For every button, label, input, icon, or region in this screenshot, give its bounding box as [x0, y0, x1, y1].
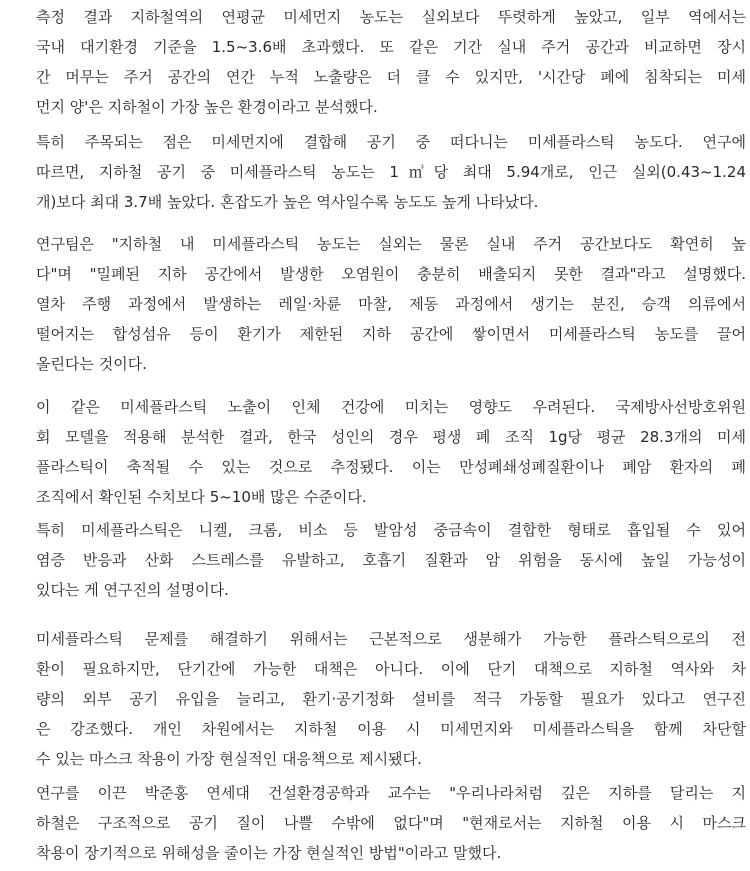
text-line: 따르면, 지하철 공기 중 미세플라스틱 농도는 1㎥당 최대 5.94개로, 인근 실외(0.43~1.24: [36, 163, 746, 181]
paragraph-4: [36, 392, 746, 512]
text-line: 연구팀은 "지하철 내 미세플라스틱 농도는 실외는 물론 실내 주거 공간보다도 확연히 높: [36, 235, 746, 253]
text-line: 착용이 장기적으로 위해성을 줄이는 가장 현실적인 방법"이라고 말했다.: [36, 844, 502, 862]
paragraph-5: [36, 515, 746, 605]
text-line: 조직에서 확인된 수치보다 5~10배 많은 수준이다.: [36, 488, 367, 506]
text-line: 염증 반응과 산화 스트레스를 유발하고, 호흡기 질환과 암 위험을 동시에 높일 가능성이: [36, 551, 746, 569]
text-line: 회 모델을 적용해 분석한 결과, 한국 성인의 경우 평생 폐 조직 1g당 평균 28.3개의 미세: [36, 428, 746, 446]
text-line: 특히 주목되는 점은 미세먼지에 결합해 공기 중 떠다니는 미세플라스틱 농도다. 연구에: [36, 133, 746, 151]
text-line: 량의 외부 공기 유입을 늘리고, 환기·공기정화 설비를 적극 가동할 필요가 있다고 연구진: [36, 690, 746, 708]
paragraph-2: [36, 127, 746, 217]
text-line: 플라스틱이 축적될 수 있는 것으로 추정됐다. 이는 만성폐쇄성폐질환이나 폐암 환자의 폐: [36, 458, 746, 476]
text-line: 열차 주행 과정에서 발생하는 레일·차륜 마찰, 제동 과정에서 생기는 분진, 승객 의류에서: [36, 295, 746, 313]
text-line: 특히 미세플라스틱은 니켈, 크롬, 비소 등 발암성 중금속이 결합한 형태로 흡입될 수 있어: [36, 521, 746, 539]
text-line: 연구를 이끈 박준홍 연세대 건설환경공학과 교수는 "우리나라처럼 깊은 지하를 달리는 지: [36, 784, 746, 802]
text-line: 하철은 구조적으로 공기 질이 나쁠 수밖에 없다"며 "현재로서는 지하철 이용 시 마스크: [36, 814, 746, 832]
text-line: 다"며 "밀폐된 지하 공간에서 발생한 오염원이 충분히 배출되지 못한 결과"라고 설명했다.: [36, 265, 746, 283]
text-line: 미세플라스틱 문제를 해결하기 위해서는 근본적으로 생분해가 가능한 플라스틱으로의 전: [36, 630, 746, 648]
text-line: 은 강조했다. 개인 차원에서는 지하철 이용 시 미세먼지와 미세플라스틱을 함께 차단할: [36, 720, 746, 738]
text-line: 올린다는 것이다.: [36, 355, 147, 373]
text-line: 이 같은 미세플라스틱 노출이 인체 건강에 미치는 영향도 우려된다. 국제방사선방호위원: [36, 398, 746, 416]
text-line: 국내 대기환경 기준을 1.5~3.6배 초과했다. 또 같은 기간 실내 주거 공간과 비교하면 장시: [36, 38, 746, 56]
text-line: 있다는 게 연구진의 설명이다.: [36, 581, 229, 599]
paragraph-1: [36, 2, 746, 122]
text-line: 환이 필요하지만, 단기간에 가능한 대책은 아니다. 이에 단기 대책으로 지하철 역사와 차: [36, 660, 746, 678]
text-line: 떨어지는 합성섬유 등이 환기가 제한된 지하 공간에 쌓이면서 미세플라스틱 농도를 끌어: [36, 325, 746, 343]
paragraph-6: [36, 624, 746, 774]
text-line: 측정 결과 지하철역의 연평균 미세먼지 농도는 실외보다 뚜렷하게 높았고, 일부 역에서는: [36, 8, 746, 26]
text-line: 개)보다 최대 3.7배 높았다. 혼잡도가 높은 역사일수록 농도도 높게 나타났다.: [36, 193, 539, 211]
paragraph-7: [36, 778, 746, 868]
text-line: 간 머무는 주거 공간의 연간 누적 노출량은 더 클 수 있지만, '시간당 폐에 침착되는 미세: [36, 68, 746, 86]
text-line: 수 있는 마스크 착용이 가장 현실적인 대응책으로 제시됐다.: [36, 750, 422, 768]
paragraph-3: [36, 229, 746, 379]
text-line: 먼지 양'은 지하철이 가장 높은 환경이라고 분석했다.: [36, 98, 378, 116]
